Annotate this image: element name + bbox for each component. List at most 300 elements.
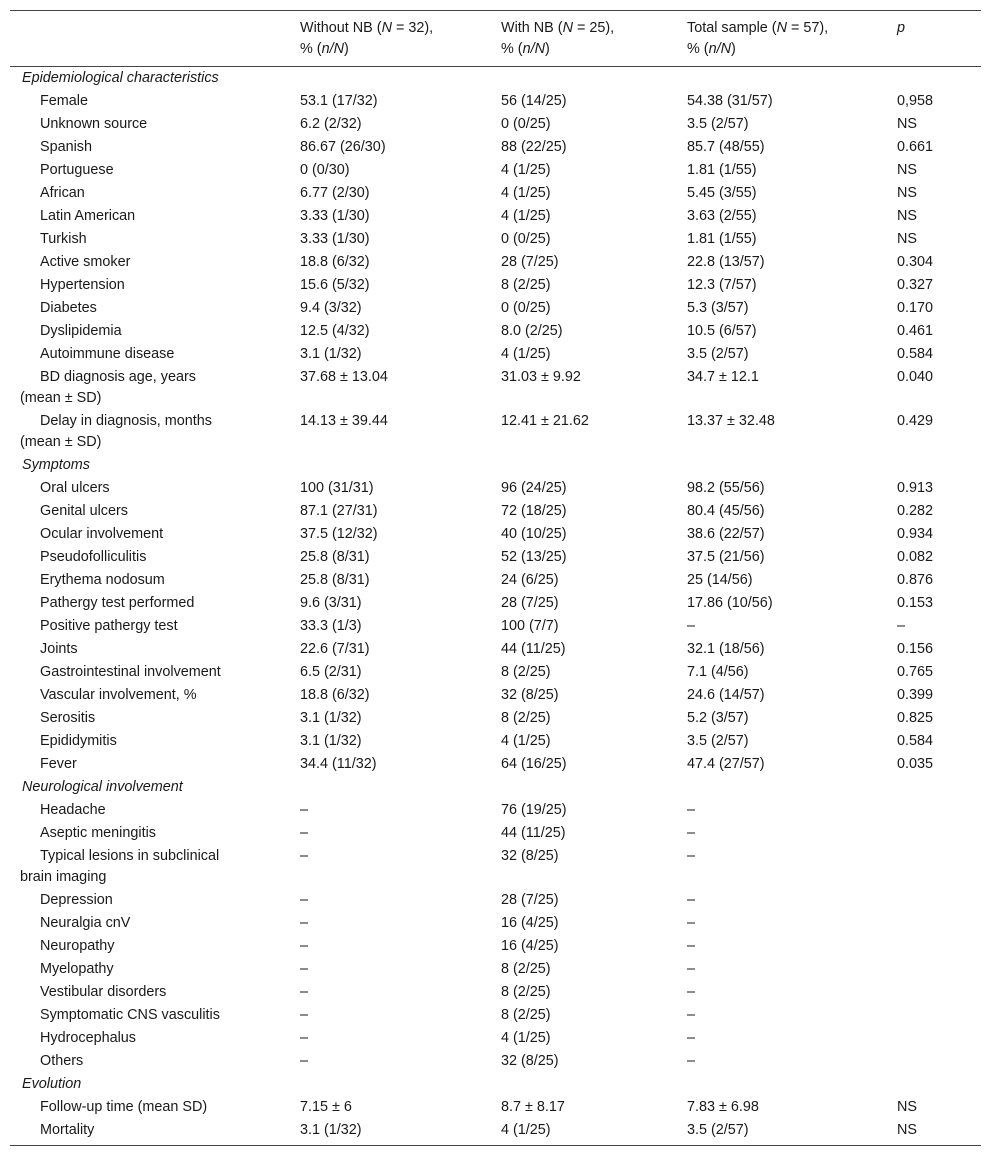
row-label bbox=[10, 753, 300, 776]
cell-without-nb: 7.15 ± 6 bbox=[300, 1099, 352, 1115]
table-row bbox=[10, 730, 981, 753]
cell-total: 32.1 (18/56) bbox=[687, 641, 765, 657]
cell-without-nb: 9.4 (3/32) bbox=[300, 300, 362, 316]
cell-p-value: 0.825 bbox=[897, 710, 934, 726]
cell-without-nb: – bbox=[300, 848, 309, 864]
cell-with-nb: 16 (4/25) bbox=[501, 938, 559, 954]
cell-p-value bbox=[897, 958, 981, 981]
row-label bbox=[10, 1096, 300, 1119]
row-label bbox=[10, 546, 300, 569]
cell-total: – bbox=[687, 938, 696, 954]
cell-without-nb: 3.1 (1/32) bbox=[300, 346, 362, 362]
cell-without-nb: 34.4 (11/32) bbox=[300, 756, 377, 772]
cell-without-nb: 3.1 (1/32) bbox=[300, 710, 362, 726]
cell-total: 12.3 (7/57) bbox=[687, 277, 757, 293]
cell-p-value: 0.461 bbox=[897, 323, 934, 339]
cell-p-value: 0.156 bbox=[897, 641, 934, 657]
table-row bbox=[10, 523, 981, 546]
row-label-text: Neuropathy bbox=[40, 938, 115, 954]
cell-total: – bbox=[687, 802, 696, 818]
cell-total: 85.7 (48/55) bbox=[687, 139, 765, 155]
row-label bbox=[10, 410, 300, 454]
table-row bbox=[10, 1096, 981, 1119]
cell-without-nb: 3.1 (1/32) bbox=[300, 1122, 362, 1138]
row-label-text: BD diagnosis age, years bbox=[40, 369, 196, 385]
row-label-text-cont: brain imaging bbox=[20, 869, 107, 885]
row-label bbox=[10, 661, 300, 684]
table-body bbox=[10, 67, 981, 1146]
cell-p-value: NS bbox=[897, 185, 917, 201]
row-label-text: Diabetes bbox=[40, 300, 97, 316]
section-title: Neurological involvement bbox=[22, 779, 183, 795]
row-label-text: Hydrocephalus bbox=[40, 1030, 136, 1046]
table-row bbox=[10, 410, 981, 454]
row-label-text: Depression bbox=[40, 892, 113, 908]
row-label-text: Mortality bbox=[40, 1122, 95, 1138]
cell-p-value: 0.082 bbox=[897, 549, 934, 565]
row-label-text: Serositis bbox=[40, 710, 96, 726]
row-label-text: Myelopathy bbox=[40, 961, 114, 977]
row-label bbox=[10, 366, 300, 410]
section-title: Epidemiological characteristics bbox=[22, 70, 219, 86]
table-container bbox=[10, 10, 981, 1146]
cell-without-nb: 22.6 (7/31) bbox=[300, 641, 370, 657]
cell-p-value: 0.876 bbox=[897, 572, 934, 588]
cell-without-nb: – bbox=[300, 1007, 309, 1023]
row-label-text: Female bbox=[40, 93, 88, 109]
row-label-text: Genital ulcers bbox=[40, 503, 128, 519]
row-label-text: Vascular involvement, % bbox=[40, 687, 197, 703]
cell-with-nb: 52 (13/25) bbox=[501, 549, 567, 565]
header-cell-p: p bbox=[897, 20, 906, 36]
row-label bbox=[10, 889, 300, 912]
row-label-text: Erythema nodosum bbox=[40, 572, 165, 588]
table-row bbox=[10, 822, 981, 845]
cell-with-nb: 4 (1/25) bbox=[501, 162, 551, 178]
cell-with-nb: 8 (2/25) bbox=[501, 1007, 551, 1023]
cell-with-nb: 88 (22/25) bbox=[501, 139, 567, 155]
cell-total: – bbox=[687, 892, 696, 908]
cell-without-nb: 12.5 (4/32) bbox=[300, 323, 370, 339]
row-label-text: Joints bbox=[40, 641, 78, 657]
cell-without-nb: 15.6 (5/32) bbox=[300, 277, 370, 293]
row-label-text: Hypertension bbox=[40, 277, 125, 293]
cell-total: 38.6 (22/57) bbox=[687, 526, 765, 542]
cell-p-value: 0.661 bbox=[897, 139, 934, 155]
table-row bbox=[10, 1119, 981, 1146]
table-header bbox=[10, 11, 981, 67]
row-label-text: Positive pathergy test bbox=[40, 618, 178, 634]
cell-total: 5.2 (3/57) bbox=[687, 710, 749, 726]
cell-total: 98.2 (55/56) bbox=[687, 480, 765, 496]
table-row bbox=[10, 274, 981, 297]
cell-p-value: – bbox=[897, 618, 906, 634]
table-row bbox=[10, 113, 981, 136]
cell-p-value: NS bbox=[897, 208, 917, 224]
cell-without-nb: 18.8 (6/32) bbox=[300, 254, 370, 270]
cell-total: 3.63 (2/55) bbox=[687, 208, 757, 224]
table-row bbox=[10, 799, 981, 822]
cell-p-value: 0.170 bbox=[897, 300, 934, 316]
cell-total: – bbox=[687, 1053, 696, 1069]
cell-p-value bbox=[897, 981, 981, 1004]
cell-with-nb: 72 (18/25) bbox=[501, 503, 567, 519]
cell-p-value bbox=[897, 799, 981, 822]
cell-without-nb: 0 (0/30) bbox=[300, 162, 350, 178]
cell-p-value: 0.153 bbox=[897, 595, 934, 611]
row-label bbox=[10, 958, 300, 981]
cell-p-value bbox=[897, 1004, 981, 1027]
cell-without-nb: 53.1 (17/32) bbox=[300, 93, 378, 109]
section-row bbox=[10, 1073, 981, 1096]
row-label bbox=[10, 822, 300, 845]
cell-p-value: 0.040 bbox=[897, 369, 934, 385]
cell-p-value: 0.934 bbox=[897, 526, 934, 542]
cell-with-nb: 24 (6/25) bbox=[501, 572, 559, 588]
cell-with-nb: 31.03 ± 9.92 bbox=[501, 369, 581, 385]
cell-p-value: NS bbox=[897, 1099, 917, 1115]
table-row bbox=[10, 845, 981, 889]
cell-total: – bbox=[687, 848, 696, 864]
cell-with-nb: 4 (1/25) bbox=[501, 208, 551, 224]
cell-with-nb: 76 (19/25) bbox=[501, 802, 567, 818]
cell-without-nb: 25.8 (8/31) bbox=[300, 549, 370, 565]
cell-without-nb: 3.1 (1/32) bbox=[300, 733, 362, 749]
cell-p-value: 0.327 bbox=[897, 277, 934, 293]
table-row bbox=[10, 1027, 981, 1050]
cell-with-nb: 100 (7/7) bbox=[501, 618, 559, 634]
cell-with-nb: 0 (0/25) bbox=[501, 300, 551, 316]
row-label bbox=[10, 1004, 300, 1027]
cell-total: – bbox=[687, 961, 696, 977]
cell-p-value bbox=[897, 822, 981, 845]
cell-total: 3.5 (2/57) bbox=[687, 346, 749, 362]
row-label bbox=[10, 297, 300, 320]
row-label-text: Delay in diagnosis, months bbox=[40, 413, 212, 429]
row-label bbox=[10, 1050, 300, 1073]
cell-without-nb: 9.6 (3/31) bbox=[300, 595, 362, 611]
cell-with-nb: 44 (11/25) bbox=[501, 825, 566, 841]
cell-with-nb: 8.7 ± 8.17 bbox=[501, 1099, 565, 1115]
cell-with-nb: 96 (24/25) bbox=[501, 480, 567, 496]
cell-with-nb: 8 (2/25) bbox=[501, 961, 551, 977]
row-label-text: Autoimmune disease bbox=[40, 346, 175, 362]
cell-total: 54.38 (31/57) bbox=[687, 93, 773, 109]
cell-p-value bbox=[897, 912, 981, 935]
cell-without-nb: 14.13 ± 39.44 bbox=[300, 413, 388, 429]
row-label bbox=[10, 523, 300, 546]
row-label bbox=[10, 845, 300, 889]
cell-total: 37.5 (21/56) bbox=[687, 549, 765, 565]
table-row bbox=[10, 366, 981, 410]
cell-with-nb: 8 (2/25) bbox=[501, 664, 551, 680]
row-label bbox=[10, 500, 300, 523]
row-label bbox=[10, 274, 300, 297]
row-label-text-cont: (mean ± SD) bbox=[20, 390, 102, 406]
cell-total: 5.45 (3/55) bbox=[687, 185, 757, 201]
row-label bbox=[10, 159, 300, 182]
row-label-text: Symptomatic CNS vasculitis bbox=[40, 1007, 220, 1023]
header-cell-total: Total sample (N = 57), % (n/N) bbox=[687, 20, 829, 57]
table-row bbox=[10, 477, 981, 500]
row-label bbox=[10, 1119, 300, 1146]
cell-total: 47.4 (27/57) bbox=[687, 756, 765, 772]
cell-p-value: 0.282 bbox=[897, 503, 934, 519]
cell-with-nb: 44 (11/25) bbox=[501, 641, 566, 657]
table-row bbox=[10, 182, 981, 205]
cell-total: 1.81 (1/55) bbox=[687, 231, 757, 247]
section-row bbox=[10, 776, 981, 799]
header-cell-label bbox=[10, 11, 300, 67]
row-label bbox=[10, 707, 300, 730]
row-label bbox=[10, 730, 300, 753]
table-row bbox=[10, 1050, 981, 1073]
table-row bbox=[10, 297, 981, 320]
cell-without-nb: 3.33 (1/30) bbox=[300, 208, 370, 224]
table-row bbox=[10, 228, 981, 251]
cell-p-value: 0.399 bbox=[897, 687, 934, 703]
row-label-text: Fever bbox=[40, 756, 77, 772]
cell-without-nb: – bbox=[300, 1030, 309, 1046]
row-label-text: Dyslipidemia bbox=[40, 323, 122, 339]
table-row bbox=[10, 981, 981, 1004]
table-row bbox=[10, 90, 981, 113]
cell-total: 7.1 (4/56) bbox=[687, 664, 749, 680]
row-label bbox=[10, 343, 300, 366]
cell-with-nb: 8.0 (2/25) bbox=[501, 323, 563, 339]
table-row bbox=[10, 159, 981, 182]
row-label bbox=[10, 182, 300, 205]
cell-total: 22.8 (13/57) bbox=[687, 254, 765, 270]
row-label-text: African bbox=[40, 185, 85, 201]
table-row bbox=[10, 343, 981, 366]
table-row bbox=[10, 500, 981, 523]
cell-without-nb: 100 (31/31) bbox=[300, 480, 374, 496]
cell-with-nb: 28 (7/25) bbox=[501, 892, 559, 908]
cell-without-nb: 3.33 (1/30) bbox=[300, 231, 370, 247]
cell-total: – bbox=[687, 1007, 696, 1023]
row-label bbox=[10, 935, 300, 958]
row-label bbox=[10, 1027, 300, 1050]
cell-p-value bbox=[897, 1050, 981, 1073]
cell-with-nb: 56 (14/25) bbox=[501, 93, 567, 109]
cell-without-nb: 6.5 (2/31) bbox=[300, 664, 362, 680]
cell-with-nb: 4 (1/25) bbox=[501, 346, 551, 362]
cell-p-value: NS bbox=[897, 1122, 917, 1138]
cell-without-nb: – bbox=[300, 915, 309, 931]
cell-total: – bbox=[687, 618, 696, 634]
table-row bbox=[10, 592, 981, 615]
cell-total: 3.5 (2/57) bbox=[687, 733, 749, 749]
cell-total: 5.3 (3/57) bbox=[687, 300, 749, 316]
table-row bbox=[10, 569, 981, 592]
table-row bbox=[10, 638, 981, 661]
cell-total: 80.4 (45/56) bbox=[687, 503, 765, 519]
table-row bbox=[10, 935, 981, 958]
row-label-text: Pseudofolliculitis bbox=[40, 549, 147, 565]
cell-total: 10.5 (6/57) bbox=[687, 323, 757, 339]
table-row bbox=[10, 958, 981, 981]
cell-p-value bbox=[897, 1027, 981, 1050]
row-label bbox=[10, 90, 300, 113]
cell-p-value: 0.765 bbox=[897, 664, 934, 680]
table-row bbox=[10, 753, 981, 776]
cell-with-nb: 28 (7/25) bbox=[501, 595, 559, 611]
cell-p-value: 0.584 bbox=[897, 733, 934, 749]
row-label-text: Neuralgia cnV bbox=[40, 915, 131, 931]
row-label bbox=[10, 684, 300, 707]
row-label bbox=[10, 477, 300, 500]
cell-p-value: 0,958 bbox=[897, 93, 934, 109]
row-label bbox=[10, 592, 300, 615]
cell-with-nb: 16 (4/25) bbox=[501, 915, 559, 931]
cell-p-value bbox=[897, 845, 981, 889]
cell-without-nb: 86.67 (26/30) bbox=[300, 139, 386, 155]
cell-total: 3.5 (2/57) bbox=[687, 1122, 749, 1138]
row-label-text: Aseptic meningitis bbox=[40, 825, 156, 841]
cell-total: 24.6 (14/57) bbox=[687, 687, 765, 703]
cell-total: – bbox=[687, 825, 696, 841]
cell-with-nb: 8 (2/25) bbox=[501, 984, 551, 1000]
cell-with-nb: 0 (0/25) bbox=[501, 231, 551, 247]
cell-with-nb: 32 (8/25) bbox=[501, 687, 559, 703]
cell-p-value: 0.584 bbox=[897, 346, 934, 362]
cell-without-nb: – bbox=[300, 1053, 309, 1069]
table-row bbox=[10, 205, 981, 228]
row-label-text: Gastrointestinal involvement bbox=[40, 664, 221, 680]
cell-p-value: 0.913 bbox=[897, 480, 934, 496]
cell-total: – bbox=[687, 915, 696, 931]
table-row bbox=[10, 661, 981, 684]
cell-without-nb: – bbox=[300, 984, 309, 1000]
header-cell-with-nb: With NB (N = 25), % (n/N) bbox=[501, 20, 615, 57]
row-label-text: Others bbox=[40, 1053, 84, 1069]
cell-total: – bbox=[687, 984, 696, 1000]
cell-with-nb: 64 (16/25) bbox=[501, 756, 567, 772]
row-label bbox=[10, 799, 300, 822]
table-row bbox=[10, 707, 981, 730]
cell-without-nb: – bbox=[300, 892, 309, 908]
cell-with-nb: 40 (10/25) bbox=[501, 526, 567, 542]
row-label-text: Active smoker bbox=[40, 254, 131, 270]
cell-without-nb: 6.2 (2/32) bbox=[300, 116, 362, 132]
cell-without-nb: – bbox=[300, 961, 309, 977]
cell-with-nb: 32 (8/25) bbox=[501, 1053, 559, 1069]
cell-without-nb: – bbox=[300, 825, 309, 841]
cell-total: 34.7 ± 12.1 bbox=[687, 369, 759, 385]
cell-without-nb: 18.8 (6/32) bbox=[300, 687, 370, 703]
row-label bbox=[10, 251, 300, 274]
cell-with-nb: 8 (2/25) bbox=[501, 710, 551, 726]
table-row bbox=[10, 136, 981, 159]
row-label-text: Portuguese bbox=[40, 162, 114, 178]
cell-total: 17.86 (10/56) bbox=[687, 595, 773, 611]
table-row bbox=[10, 912, 981, 935]
row-label-text: Follow-up time (mean SD) bbox=[40, 1099, 208, 1115]
cell-total: 3.5 (2/57) bbox=[687, 116, 749, 132]
row-label-text: Latin American bbox=[40, 208, 136, 224]
row-label bbox=[10, 981, 300, 1004]
cell-with-nb: 0 (0/25) bbox=[501, 116, 551, 132]
cell-without-nb: 37.68 ± 13.04 bbox=[300, 369, 388, 385]
cell-p-value bbox=[897, 935, 981, 958]
cell-p-value: NS bbox=[897, 162, 917, 178]
cell-total: 1.81 (1/55) bbox=[687, 162, 757, 178]
cell-p-value bbox=[897, 889, 981, 912]
cell-with-nb: 32 (8/25) bbox=[501, 848, 559, 864]
cell-with-nb: 8 (2/25) bbox=[501, 277, 551, 293]
cell-with-nb: 4 (1/25) bbox=[501, 733, 551, 749]
row-label-text: Oral ulcers bbox=[40, 480, 110, 496]
table-row bbox=[10, 546, 981, 569]
row-label bbox=[10, 638, 300, 661]
cell-total: 25 (14/56) bbox=[687, 572, 753, 588]
row-label bbox=[10, 615, 300, 638]
cell-p-value: 0.035 bbox=[897, 756, 934, 772]
cell-p-value: NS bbox=[897, 116, 917, 132]
row-label bbox=[10, 205, 300, 228]
cell-total: 13.37 ± 32.48 bbox=[687, 413, 775, 429]
table-row bbox=[10, 684, 981, 707]
row-label-text: Headache bbox=[40, 802, 106, 818]
cell-with-nb: 28 (7/25) bbox=[501, 254, 559, 270]
row-label-text-cont: (mean ± SD) bbox=[20, 434, 102, 450]
table-row bbox=[10, 1004, 981, 1027]
cell-p-value: 0.429 bbox=[897, 413, 934, 429]
header-cell-without-nb: Without NB (N = 32), % (n/N) bbox=[300, 20, 434, 57]
section-row bbox=[10, 454, 981, 477]
cell-without-nb: 33.3 (1/3) bbox=[300, 618, 362, 634]
section-title: Evolution bbox=[22, 1076, 82, 1092]
row-label-text: Typical lesions in subclinical bbox=[40, 848, 220, 864]
row-label-text: Vestibular disorders bbox=[40, 984, 167, 1000]
section-title: Symptoms bbox=[22, 457, 90, 473]
cell-p-value: 0.304 bbox=[897, 254, 934, 270]
cell-without-nb: 37.5 (12/32) bbox=[300, 526, 378, 542]
cell-with-nb: 4 (1/25) bbox=[501, 185, 551, 201]
section-row bbox=[10, 67, 981, 91]
cell-without-nb: – bbox=[300, 938, 309, 954]
cell-total: – bbox=[687, 1030, 696, 1046]
cell-without-nb: 87.1 (27/31) bbox=[300, 503, 378, 519]
table-row bbox=[10, 251, 981, 274]
table-row bbox=[10, 889, 981, 912]
row-label bbox=[10, 320, 300, 343]
cell-p-value: NS bbox=[897, 231, 917, 247]
row-label-text: Spanish bbox=[40, 139, 93, 155]
cell-with-nb: 12.41 ± 21.62 bbox=[501, 413, 589, 429]
cell-with-nb: 4 (1/25) bbox=[501, 1122, 551, 1138]
data-table bbox=[10, 10, 981, 1146]
cell-without-nb: – bbox=[300, 802, 309, 818]
cell-without-nb: 6.77 (2/30) bbox=[300, 185, 370, 201]
row-label-text: Ocular involvement bbox=[40, 526, 164, 542]
row-label-text: Epididymitis bbox=[40, 733, 117, 749]
row-label-text: Unknown source bbox=[40, 116, 148, 132]
row-label bbox=[10, 228, 300, 251]
table-row bbox=[10, 615, 981, 638]
row-label-text: Pathergy test performed bbox=[40, 595, 195, 611]
header-row bbox=[10, 11, 981, 67]
table-row bbox=[10, 320, 981, 343]
row-label bbox=[10, 136, 300, 159]
row-label bbox=[10, 569, 300, 592]
row-label-text: Turkish bbox=[40, 231, 87, 247]
cell-without-nb: 25.8 (8/31) bbox=[300, 572, 370, 588]
row-label bbox=[10, 113, 300, 136]
cell-with-nb: 4 (1/25) bbox=[501, 1030, 551, 1046]
cell-total: 7.83 ± 6.98 bbox=[687, 1099, 759, 1115]
